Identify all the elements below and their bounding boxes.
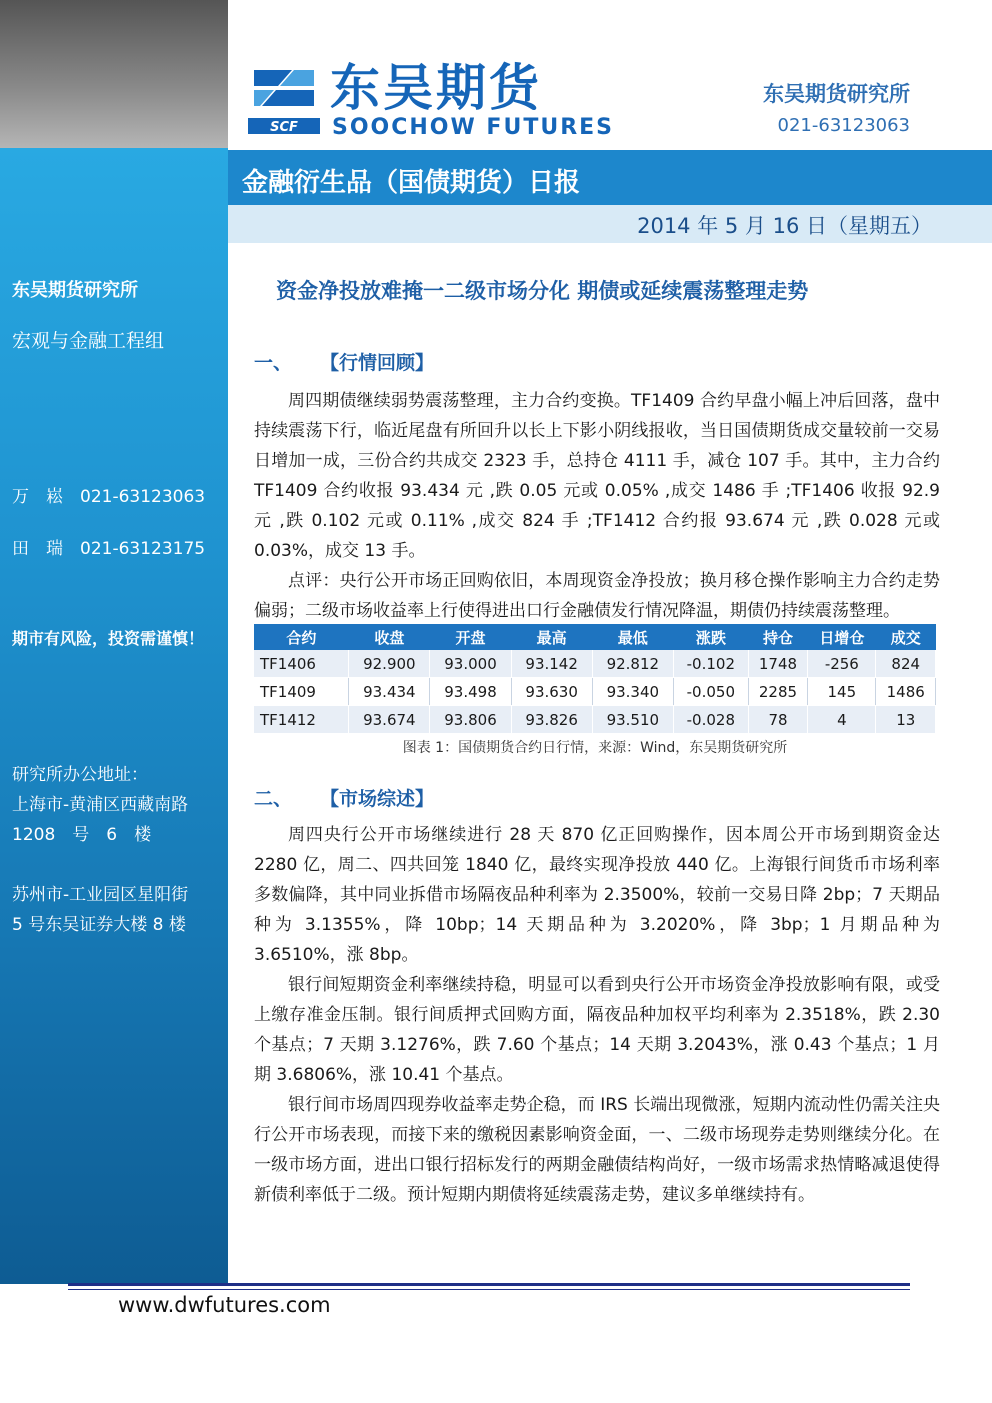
section-number: 二、 [254,788,293,810]
paragraph-comment: 点评：央行公开市场正回购依旧，本周现资金净投放；换月移仓操作影响主力合约走势偏弱；二级市场收益率上行使得进出口行金融债发行情况降温，期债仍持续震荡整理。 [254,571,940,621]
table-header-cell: 成交 [876,624,936,650]
report-title: 金融衍生品（国债期货）日报 [242,168,581,198]
table-cell: -256 [808,650,876,678]
logo-letters: SCF [270,120,298,135]
table-cell: 93.434 [349,678,430,706]
table-cell: 93.674 [349,706,430,734]
table-header-row [254,624,936,650]
section-heading-1 [254,348,434,375]
table-cell: 78 [748,706,807,734]
table-cell: 4 [808,706,876,734]
report-date-band [228,205,992,243]
table-cell: 2285 [748,678,807,706]
table-cell: 93.142 [511,650,592,678]
table-header-cell: 开盘 [430,624,511,650]
sidebar-institute: 东吴期货研究所 [12,280,138,301]
sidebar-address-sh-1: 上海市-黄浦区西藏南路 [12,795,189,815]
sidebar-risk-warning: 期市有风险，投资需谨慎！ [12,629,205,648]
section-title: 【市场综述】 [320,788,435,810]
sidebar-address-sz-1: 苏州市-工业园区星阳街 [12,885,189,905]
table-header-cell: 最低 [592,624,673,650]
table-cell: 145 [808,678,876,706]
table-cell: 93.000 [430,650,511,678]
sidebar-group: 宏观与金融工程组 [12,330,165,352]
table-header-cell: 合约 [254,624,349,650]
table-row [254,678,936,706]
table-cell: 93.806 [430,706,511,734]
paragraph-market-review: 周四期债继续弱势震荡整理，主力合约变换。TF1409 合约早盘小幅上冲后回落，盘中持续震荡下行，临近尾盘有所回升以长上下影小阴线报收，当日国债期货成交量较前一交易日增加一成，三份合约共成交 2323 手，总持仓 4111 手，减仓 107 手。其中，主力合约 TF1409 合约收报 93.434 元 ,跌 0.05 元或 0.05% ,成交 1486 手 ;TF1406 收报 92.9 元 ,跌 0.102 元或 0.11% ,成交 824 手 ;TF1412 合约报 93.674 元 ,跌 0.028 元或 0.03%，成交 13 手。 [254,391,940,561]
table-caption: 图表 1：国债期货合约日行情，来源：Wind，东吴期货研究所 [402,740,788,756]
section-title: 【行情回顾】 [320,352,435,374]
table-cell: -0.050 [673,678,748,706]
table-header-cell: 收盘 [349,624,430,650]
section-heading-2 [254,784,434,811]
table-cell: TF1409 [254,678,349,706]
footer-url: www.dwfutures.com [118,1293,331,1317]
paragraph-money-rates: 银行间短期资金利率继续持稳，明显可以看到央行公开市场资金净投放影响有限，或受上缴存准金压制。银行间质押式回购方面，隔夜品种加权平均利率为 2.3518%，跌 2.30 个基点；7 天期 3.1276%，跌 7.60 个基点；14 天期 3.2043%，涨 0.43 个基点；1 月期 3.6806%，涨 10.41 个基点。 [254,975,940,1085]
table-row [254,650,936,678]
header-institute: 东吴期货研究所 [763,82,910,106]
table-header-cell: 涨跌 [673,624,748,650]
sidebar-top-decor [0,0,228,148]
table-header-cell: 持仓 [748,624,807,650]
article-headline: 资金净投放难掩一二级市场分化 期债或延续震荡整理走势 [276,279,809,303]
report-title-band [228,150,992,205]
paragraph-market-summary: 周四央行公开市场继续进行 28 天 870 亿正回购操作，因本周公开市场到期资金达 2280 亿，周二、四共回笼 1840 亿，最终实现净投放 440 亿。上海银行间货币市场利率多数偏降，其中同业拆借市场隔夜品种利率为 2.3500%，较前一交易日降 2bp；7 天期品种为 3.1355%，降 10bp；14 天期品种为 3.2020%，降 3bp；1 月期品种为 3.6510%，涨 8bp。 [254,825,940,965]
table-cell: -0.028 [673,706,748,734]
footer-divider-thin [68,1289,910,1290]
table-cell: 92.900 [349,650,430,678]
section-number: 一、 [254,352,293,374]
sidebar-contact-1: 万 崧 021-63123063 [12,487,206,507]
table-cell: 93.630 [511,678,592,706]
table-cell: 93.498 [430,678,511,706]
table-cell: 93.826 [511,706,592,734]
table-cell: TF1412 [254,706,349,734]
table-cell: 1486 [876,678,936,706]
footer-divider [68,1283,910,1286]
paragraph-outlook: 银行间市场周四现券收益率走势企稳，而 IRS 长端出现微涨，短期内流动性仍需关注央行公开市场表现，而接下来的缴税因素影响资金面，一、二级市场现券走势则继续分化。在一级市场方面，进出口银行招标发行的两期金融债结构尚好，一级市场需求热情略减退使得新债利率低于二级。预计短期内期债将延续震荡走势，建议多单继续持有。 [254,1095,940,1205]
table-header-cell: 最高 [511,624,592,650]
header-phone: 021-63123063 [777,115,910,136]
table-cell: -0.102 [673,650,748,678]
report-date: 2014 年 5 月 16 日（星期五） [637,214,932,238]
sidebar [0,148,228,1284]
table-cell: 1748 [748,650,807,678]
table-cell: 13 [876,706,936,734]
table-cell: 93.510 [592,706,673,734]
quotes-table [254,624,936,734]
sidebar-contact-2: 田 瑞 021-63123175 [12,539,206,559]
sidebar-address-label: 研究所办公地址： [12,765,148,785]
sidebar-address-sz-2: 5 号东吴证券大楼 8 楼 [12,915,186,935]
company-logo [248,62,320,136]
table-row [254,706,936,734]
brand-name-en: SOOCHOW FUTURES [332,115,615,140]
table-cell: 92.812 [592,650,673,678]
table-cell: TF1406 [254,650,349,678]
table-header-cell: 日增仓 [808,624,876,650]
table-cell: 824 [876,650,936,678]
table-cell: 93.340 [592,678,673,706]
sidebar-address-sh-2: 1208 号 6 楼 [12,825,152,845]
brand-name-cn: 东吴期货 [330,59,542,117]
